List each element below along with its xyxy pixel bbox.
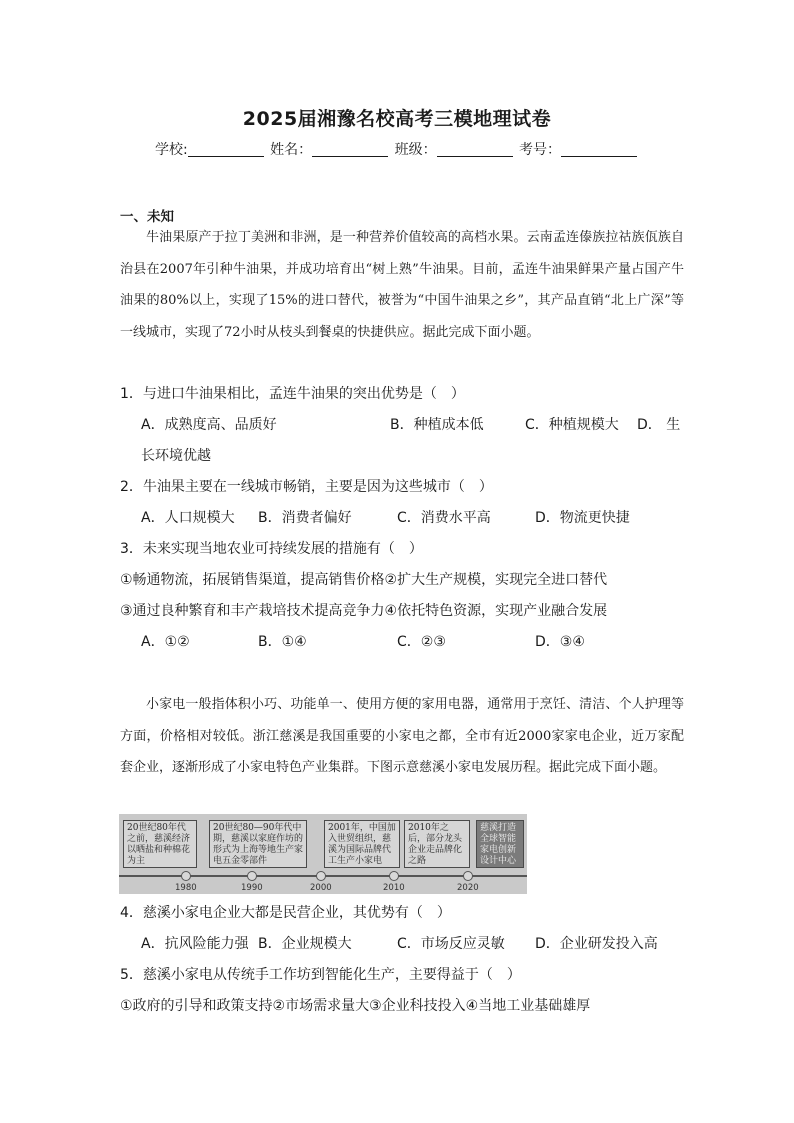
- passage-avocado: 牛油果原产于拉丁美洲和非洲，是一种营养价值较高的高档水果。云南孟连傣族拉祜族佤族自治县在2007年引种牛油果，并成功培育出“树上熟”牛油果。目前，孟连牛油果鲜果产量占国产牛油果的80%以上，实现了15%的进口替代，被誉为“中国牛油果之乡”，其产品直销“北上广深”等一线城市，实现了72小时从枝头到餐桌的快捷供应。据此完成下面小题。: [120, 230, 684, 340]
- question-1-option-d: D． 生: [637, 417, 681, 433]
- question-4-option-d: D．企业研发投入高: [535, 936, 658, 952]
- class-label: 班级：: [394, 142, 437, 158]
- timeline-dot-2020: [463, 871, 473, 881]
- school-blank: [188, 142, 264, 157]
- class-blank: [437, 142, 513, 157]
- question-3-option-d: D．③④: [535, 634, 585, 650]
- passage-appliances: 小家电一般指体积小巧、功能单一、使用方便的家用电器，通常用于烹饪、清洁、个人护理等方面，价格相对较低。浙江慈溪是我国重要的小家电之都，全市有近2000家家电企业，近万家配套企业，逐渐形成了小家电特色产业集群。下图示意慈溪小家电发展历程。据此完成下面小题。: [120, 697, 684, 775]
- question-1-stem: 1．与进口牛油果相比，孟连牛油果的突出优势是（ ）: [120, 386, 465, 402]
- question-2-option-d: D．物流更快捷: [535, 510, 630, 526]
- question-4-option-c: C．市场反应灵敏: [397, 936, 505, 952]
- timeline-box-2: 20世纪80—90年代中期，慈溪以家庭作坊的形式为上海等地生产家电五金零部件: [209, 820, 307, 868]
- timeline-box-3: 2001年，中国加入世贸组织，慈溪为国际品牌代工生产小家电: [324, 820, 400, 868]
- question-2-option-b: B．消费者偏好: [258, 510, 352, 526]
- question-2-stem: 2．牛油果主要在一线城市畅销，主要是因为这些城市（ ）: [120, 479, 493, 495]
- school-label: 学校:: [154, 142, 188, 158]
- timeline-dot-1980: [181, 871, 191, 881]
- question-2-option-c: C．消费水平高: [397, 510, 491, 526]
- student-info-line: [0, 139, 794, 159]
- question-1-option-b: B．种植成本低: [390, 417, 484, 433]
- question-2-option-a: A．人口规模大: [141, 510, 235, 526]
- question-4-option-b: B．企业规模大: [258, 936, 352, 952]
- timeline-dot-2010: [389, 871, 399, 881]
- page-title: 2025届湘豫名校高考三模地理试卷: [242, 108, 552, 130]
- name-label: 姓名：: [270, 142, 313, 158]
- section-heading: 一、未知: [120, 209, 174, 225]
- question-1-option-d-cont: 长环境优越: [141, 448, 211, 464]
- question-1-option-a: A．成熟度高、品质好: [141, 417, 277, 433]
- timeline-year-2020: 2020: [457, 883, 479, 893]
- question-3-option-b: B．①④: [258, 634, 307, 650]
- question-3-option-c: C．②③: [397, 634, 446, 650]
- question-1-option-c: C．种植规模大: [525, 417, 619, 433]
- timeline-year-1980: 1980: [175, 883, 197, 893]
- question-3-stem: 3．未来实现当地农业可持续发展的措施有（ ）: [120, 541, 423, 557]
- timeline-year-1990: 1990: [241, 883, 263, 893]
- question-3-option-a: A．①②: [141, 634, 190, 650]
- timeline-year-2000: 2000: [310, 883, 332, 893]
- question-3-statements-2: ③通过良种繁育和丰产栽培技术提高竞争力④依托特色资源，实现产业融合发展: [120, 603, 608, 619]
- question-5-statements-1: ①政府的引导和政策支持②市场需求量大③企业科技投入④当地工业基础雄厚: [120, 998, 591, 1014]
- timeline-dot-2000: [316, 871, 326, 881]
- timeline-box-5: 慈溪打造全球智能家电创新设计中心: [476, 820, 524, 868]
- timeline-dot-1990: [247, 871, 257, 881]
- timeline-box-4: 2010年之后，部分龙头企业走品牌化之路: [404, 820, 470, 868]
- question-4-option-a: A．抗风险能力强: [141, 936, 249, 952]
- exam-number-blank: [561, 142, 637, 157]
- question-4-stem: 4．慈溪小家电企业大都是民营企业，其优势有（ ）: [120, 905, 451, 921]
- question-3-statements-1: ①畅通物流，拓展销售渠道，提高销售价格②扩大生产规模，实现完全进口替代: [120, 572, 608, 588]
- timeline-box-1: 20世纪80年代之前，慈溪经济以晒盐和种棉花为主: [123, 820, 197, 868]
- timeline-year-2010: 2010: [383, 883, 405, 893]
- name-blank: [312, 142, 388, 157]
- exam-number-label: 考号：: [519, 142, 562, 158]
- question-5-stem: 5．慈溪小家电从传统手工作坊到智能化生产，主要得益于（ ）: [120, 967, 521, 983]
- development-timeline-figure: [119, 814, 527, 894]
